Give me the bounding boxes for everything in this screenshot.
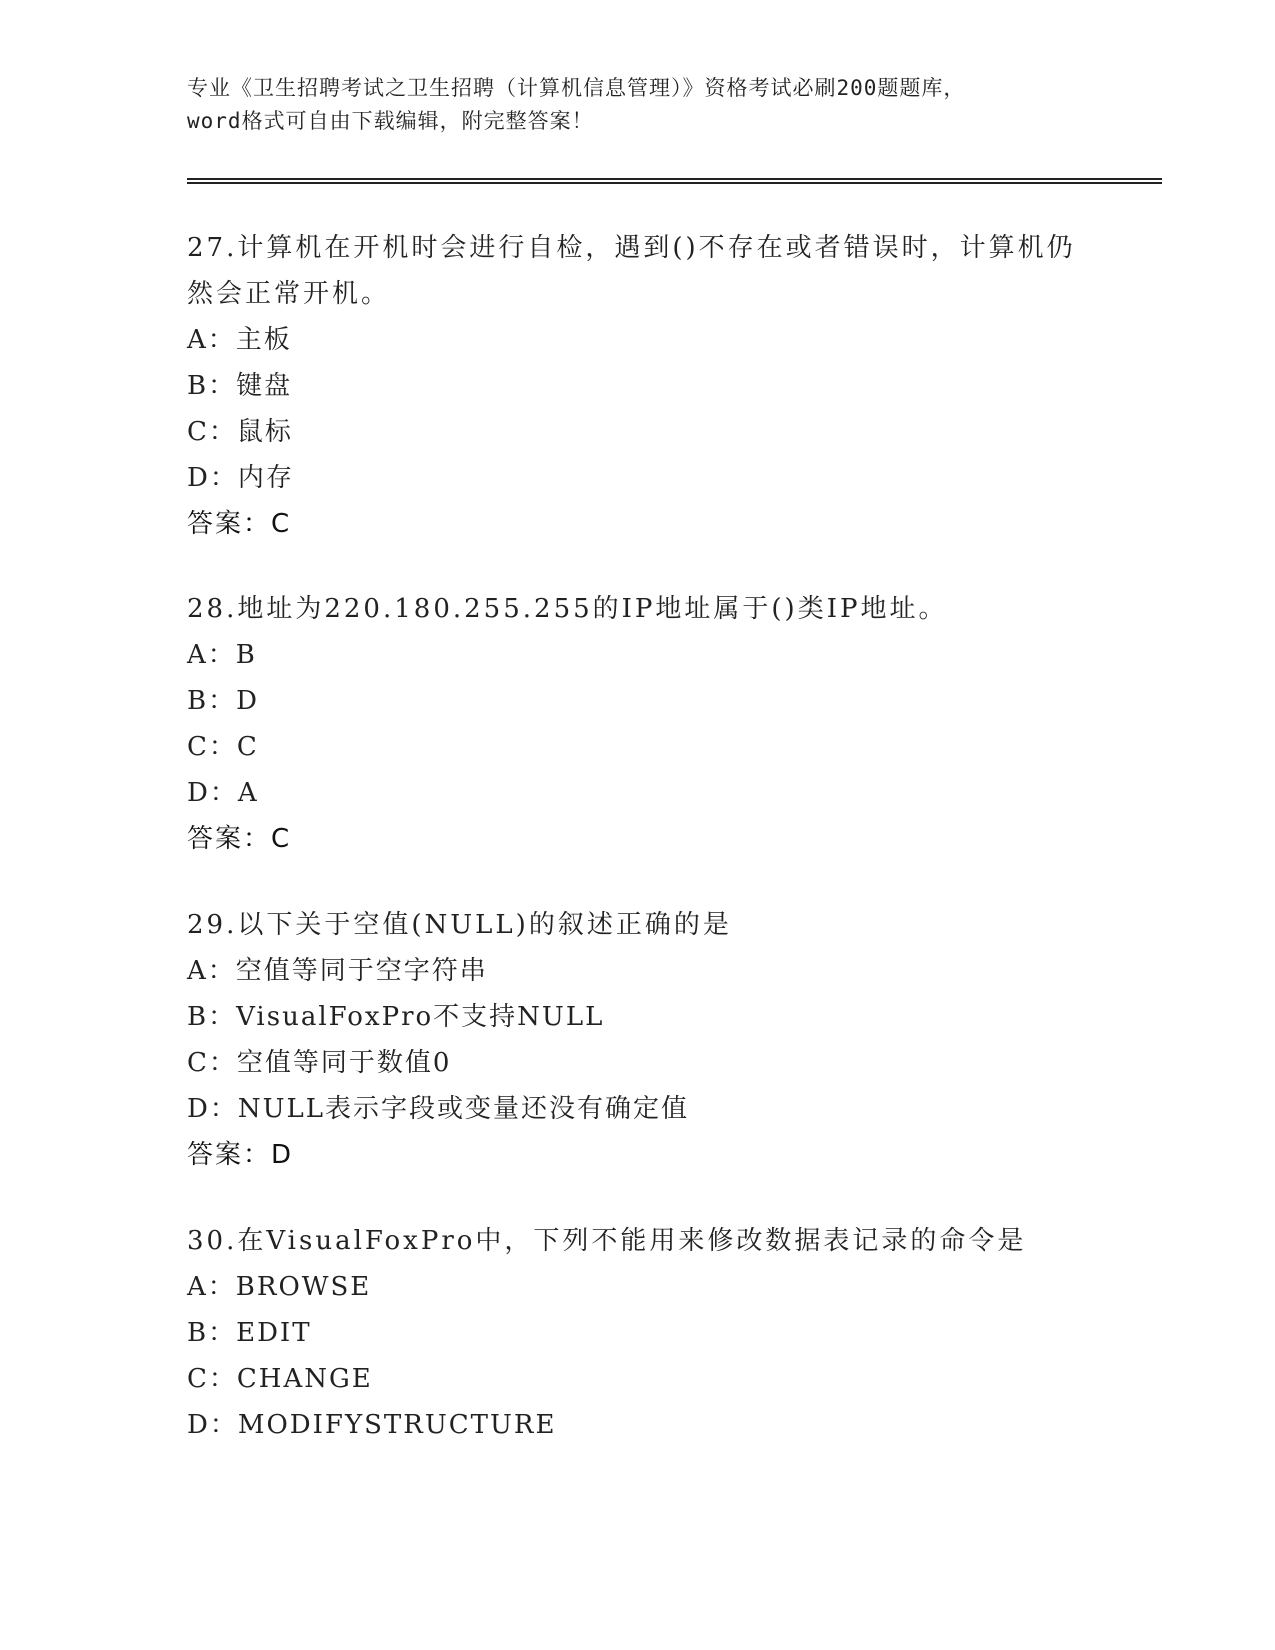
option-a: A：主板 <box>187 325 292 355</box>
option-a: A：BROWSE <box>187 1272 372 1302</box>
option-d: D：内存 <box>187 463 294 493</box>
option-c: C：C <box>187 732 259 762</box>
header-line-2: word格式可自由下载编辑，附完整答案！ <box>187 109 594 133</box>
option-c: C：鼠标 <box>187 417 293 447</box>
option-c: C：CHANGE <box>187 1364 373 1394</box>
question-30 <box>187 1218 1087 1448</box>
option-b: B：VisualFoxPro不支持NULL <box>187 1002 605 1032</box>
option-b: B：EDIT <box>187 1318 312 1348</box>
document-header <box>187 72 1087 138</box>
question-stem: 29.以下关于空值(NULL)的叙述正确的是 <box>187 910 732 940</box>
question-29 <box>187 902 1087 1178</box>
header-line-1: 专业《卫生招聘考试之卫生招聘（计算机信息管理）》资格考试必刷200题题库， <box>187 76 966 100</box>
option-a: A：空值等同于空字符串 <box>187 956 488 986</box>
option-d: D：MODIFYSTRUCTURE <box>187 1410 557 1440</box>
option-c: C：空值等同于数值0 <box>187 1048 452 1078</box>
option-d: D：A <box>187 778 259 808</box>
option-a: A：B <box>187 640 257 670</box>
option-b: B：键盘 <box>187 371 293 401</box>
question-stem: 30.在VisualFoxPro中，下列不能用来修改数据表记录的命令是 <box>187 1226 1027 1256</box>
answer: 答案：C <box>187 824 292 854</box>
option-d: D：NULL表示字段或变量还没有确定值 <box>187 1094 690 1124</box>
answer: 答案：C <box>187 509 292 539</box>
question-28 <box>187 586 1087 862</box>
question-stem: 27.计算机在开机时会进行自检，遇到()不存在或者错误时，计算机仍 <box>187 233 1076 263</box>
option-b: B：D <box>187 686 259 716</box>
question-27 <box>187 225 1087 547</box>
question-stem-continued: 然会正常开机。 <box>187 279 391 309</box>
header-double-rule <box>187 178 1162 184</box>
question-stem: 28.地址为220.180.255.255的IP地址属于()类IP地址。 <box>187 594 948 624</box>
answer: 答案：D <box>187 1140 294 1170</box>
